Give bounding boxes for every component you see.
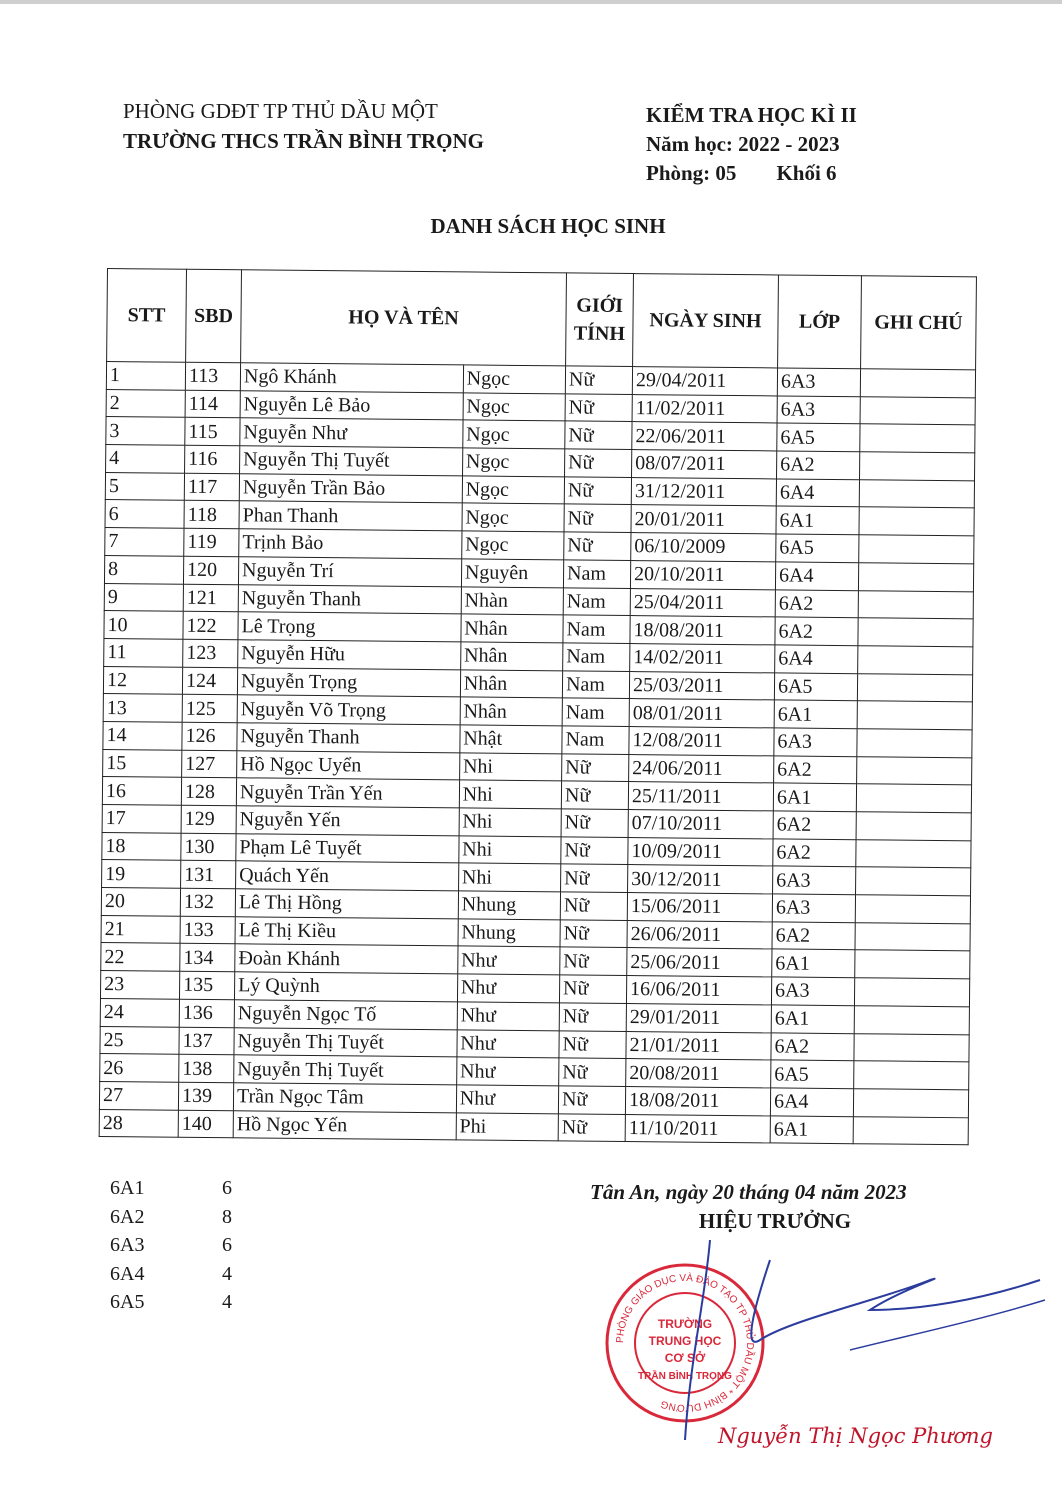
class-count-summary [110, 1174, 232, 1317]
summary-count: 4 [222, 1262, 232, 1285]
cell-surname: Phạm Lê Tuyết [236, 833, 459, 863]
cell-sbd: 128 [181, 778, 236, 806]
cell-sbd: 132 [180, 888, 235, 916]
cell-gender: Nam [563, 587, 630, 615]
cell-notes [860, 452, 975, 481]
cell-stt: 5 [105, 472, 184, 500]
signer-title: HIỆU TRƯỞNG [698, 1209, 852, 1233]
cell-sbd: 115 [185, 418, 240, 446]
document-title: DANH SÁCH HỌC SINH [430, 214, 666, 238]
cell-birth-date: 25/06/2011 [627, 948, 772, 977]
cell-class: 6A5 [777, 423, 860, 451]
cell-surname: Lý Quỳnh [234, 972, 457, 1002]
signature-block [590, 1180, 940, 1234]
cell-notes [853, 1116, 968, 1145]
cell-birth-date: 20/08/2011 [626, 1059, 771, 1088]
cell-sbd: 129 [181, 805, 236, 833]
cell-notes [856, 812, 971, 841]
cell-birth-date: 20/10/2011 [630, 560, 775, 589]
cell-given-name: Nhàn [461, 586, 563, 615]
cell-surname: Nguyễn Hữu [238, 640, 461, 670]
cell-surname: Nguyễn Yến [236, 806, 459, 836]
cell-surname: Hồ Ngọc Yến [233, 1110, 456, 1140]
cell-class: 6A2 [771, 1032, 854, 1060]
issuer-block [123, 96, 484, 156]
table-header-row [107, 269, 977, 370]
place-date: Tân An, ngày 20 tháng 04 năm 2023 [590, 1180, 907, 1204]
cell-notes [860, 424, 975, 453]
cell-sbd: 136 [179, 999, 234, 1027]
cell-class: 6A3 [774, 728, 857, 756]
cell-class: 6A3 [773, 866, 856, 894]
cell-stt: 17 [102, 804, 181, 832]
cell-stt: 20 [101, 888, 180, 916]
cell-stt: 10 [104, 611, 183, 639]
cell-surname: Nguyễn Thanh [237, 723, 460, 753]
cell-class: 6A3 [777, 396, 860, 424]
cell-notes [854, 1006, 969, 1035]
cell-class: 6A2 [774, 756, 857, 784]
cell-gender: Nữ [565, 366, 632, 394]
cell-stt: 14 [103, 721, 182, 749]
cell-gender: Nữ [559, 1058, 626, 1086]
cell-gender: Nữ [561, 837, 628, 865]
cell-stt: 7 [105, 528, 184, 556]
cell-surname: Nguyễn Thị Tuyết [234, 1027, 457, 1057]
cell-class: 6A4 [775, 562, 858, 590]
cell-gender: Nữ [561, 864, 628, 892]
cell-birth-date: 15/06/2011 [627, 893, 772, 922]
cell-gender: Nữ [558, 1113, 625, 1141]
cell-sbd: 127 [182, 750, 237, 778]
cell-given-name: Như [457, 1002, 559, 1031]
cell-class: 6A2 [773, 839, 856, 867]
stamp-line-1: TRƯỜNG [657, 1317, 713, 1331]
cell-given-name: Ngọc [462, 448, 564, 477]
cell-sbd: 130 [181, 833, 236, 861]
cell-notes [854, 1061, 969, 1090]
cell-stt: 6 [105, 500, 184, 528]
cell-surname: Nguyễn Trọng [237, 667, 460, 697]
cell-stt: 24 [100, 998, 179, 1026]
cell-given-name: Nhi [459, 808, 561, 837]
cell-sbd: 133 [180, 916, 235, 944]
cell-surname: Nguyễn Võ Trọng [237, 695, 460, 725]
summary-row [110, 1260, 232, 1289]
cell-gender: Nữ [558, 1086, 625, 1114]
cell-sbd: 124 [182, 667, 237, 695]
cell-given-name: Phi [456, 1112, 558, 1141]
table-body [99, 362, 975, 1146]
cell-notes [857, 701, 972, 730]
cell-notes [859, 535, 974, 564]
cell-stt: 8 [104, 555, 183, 583]
summary-class: 6A1 [110, 1177, 145, 1199]
cell-given-name: Nhân [460, 669, 562, 698]
cell-class: 6A3 [771, 977, 854, 1005]
cell-sbd: 125 [182, 694, 237, 722]
cell-given-name: Nhi [458, 863, 560, 892]
cell-birth-date: 30/12/2011 [628, 865, 773, 894]
cell-notes [855, 895, 970, 924]
col-gender: GIỚI TÍNH [566, 273, 634, 367]
cell-surname: Nguyễn Ngọc Tố [234, 1000, 457, 1030]
cell-gender: Nữ [560, 892, 627, 920]
cell-birth-date: 06/10/2009 [631, 533, 776, 562]
cell-surname: Trịnh Bảo [239, 529, 462, 559]
cell-surname: Nguyễn Thanh [238, 584, 461, 614]
cell-class: 6A1 [772, 949, 855, 977]
cell-gender: Nữ [559, 1003, 626, 1031]
cell-birth-date: 21/01/2011 [626, 1031, 771, 1060]
cell-stt: 23 [100, 971, 179, 999]
summary-class: 6A2 [110, 1205, 145, 1228]
cell-notes [856, 784, 971, 813]
summary-row [110, 1288, 232, 1317]
cell-surname: Ngô Khánh [240, 363, 463, 393]
cell-given-name: Nhung [458, 891, 560, 920]
cell-birth-date: 12/08/2011 [629, 726, 774, 755]
cell-birth-date: 25/11/2011 [628, 782, 773, 811]
cell-sbd: 140 [178, 1110, 233, 1138]
signer-name: Nguyễn Thị Ngọc Phương [718, 1424, 993, 1448]
cell-stt: 28 [99, 1109, 178, 1137]
cell-surname: Trần Ngọc Tâm [233, 1083, 456, 1113]
cell-sbd: 134 [180, 944, 235, 972]
cell-notes [857, 756, 972, 785]
cell-surname: Nguyễn Trí [238, 557, 461, 587]
cell-sbd: 126 [182, 722, 237, 750]
cell-gender: Nữ [560, 947, 627, 975]
cell-gender: Nữ [562, 754, 629, 782]
summary-count: 4 [222, 1291, 232, 1313]
cell-given-name: Ngọc [463, 393, 565, 422]
cell-birth-date: 11/02/2011 [632, 394, 777, 423]
cell-birth-date: 10/09/2011 [628, 837, 773, 866]
school-year: Năm học: 2022 - 2023 [646, 132, 840, 156]
room-grade-line [646, 159, 857, 188]
cell-given-name: Ngọc [462, 503, 564, 532]
cell-class: 6A4 [770, 1088, 853, 1116]
cell-gender: Nam [563, 560, 630, 588]
stamp-line-2: TRUNG HỌC [648, 1334, 722, 1348]
cell-notes [855, 950, 970, 979]
cell-stt: 19 [102, 860, 181, 888]
cell-stt: 9 [104, 583, 183, 611]
cell-class: 6A1 [774, 700, 857, 728]
cell-sbd: 122 [183, 611, 238, 639]
cell-birth-date: 22/06/2011 [632, 422, 777, 451]
cell-surname: Nguyễn Trần Bảo [239, 474, 462, 504]
cell-birth-date: 20/01/2011 [631, 505, 776, 534]
cell-given-name: Nhân [460, 697, 562, 726]
cell-sbd: 138 [179, 1054, 234, 1082]
cell-notes [855, 922, 970, 951]
cell-surname: Lê Trọng [238, 612, 461, 642]
exam-name: KIỂM TRA HỌC KÌ II [646, 103, 857, 127]
cell-gender: Nữ [565, 394, 632, 422]
cell-given-name: Nhân [460, 642, 562, 671]
cell-class: 6A5 [771, 1060, 854, 1088]
cell-surname: Lê Thị Kiều [235, 917, 458, 947]
cell-class: 6A3 [777, 368, 860, 396]
cell-birth-date: 26/06/2011 [627, 920, 772, 949]
cell-surname: Nguyễn Lê Bảo [240, 390, 463, 420]
student-table [99, 268, 977, 1146]
cell-gender: Nữ [564, 504, 631, 532]
cell-given-name: Nhi [459, 780, 561, 809]
cell-stt: 25 [100, 1026, 179, 1054]
cell-birth-date: 29/04/2011 [632, 367, 777, 396]
exam-block [646, 101, 857, 188]
cell-notes [860, 396, 975, 425]
cell-gender: Nam [562, 670, 629, 698]
cell-stt: 4 [106, 445, 185, 473]
summary-row [110, 1231, 232, 1260]
cell-birth-date: 14/02/2011 [630, 643, 775, 672]
col-full-name: HỌ VÀ TÊN [241, 270, 567, 366]
cell-notes [858, 646, 973, 675]
cell-given-name: Ngọc [463, 420, 565, 449]
cell-notes [858, 618, 973, 647]
col-class: LỚP [778, 275, 862, 369]
summary-row [110, 1203, 232, 1232]
stamp-ring-text: PHÒNG GIÁO DỤC VÀ ĐÀO TẠO TP THỦ DẦU MỘT * BÌNH DƯƠNG [614, 1272, 756, 1414]
stamp-line-3: CƠ SỞ [664, 1351, 706, 1365]
cell-given-name: Nhi [459, 836, 561, 865]
cell-class: 6A2 [775, 589, 858, 617]
col-stt: STT [107, 269, 187, 363]
cell-gender: Nữ [564, 477, 631, 505]
cell-surname: Nguyễn Thị Tuyết [240, 446, 463, 476]
cell-stt: 18 [102, 832, 181, 860]
cell-gender: Nữ [560, 920, 627, 948]
col-notes: GHI CHÚ [861, 276, 977, 370]
cell-class: 6A3 [772, 894, 855, 922]
cell-class: 6A1 [776, 506, 859, 534]
cell-surname: Lê Thị Hồng [235, 889, 458, 919]
cell-birth-date: 16/06/2011 [626, 976, 771, 1005]
cell-stt: 3 [106, 417, 185, 445]
cell-class: 6A1 [773, 783, 856, 811]
cell-class: 6A2 [773, 811, 856, 839]
cell-class: 6A2 [775, 617, 858, 645]
cell-given-name: Ngọc [462, 531, 564, 560]
cell-given-name: Như [456, 1057, 558, 1086]
cell-surname: Phan Thanh [239, 501, 462, 531]
summary-class: 6A4 [110, 1262, 145, 1285]
cell-surname: Hồ Ngọc Uyển [237, 750, 460, 780]
cell-sbd: 123 [183, 639, 238, 667]
cell-class: 6A2 [772, 922, 855, 950]
cell-notes [860, 369, 975, 398]
cell-given-name: Nhung [458, 919, 560, 948]
cell-gender: Nữ [559, 1030, 626, 1058]
cell-birth-date: 08/01/2011 [629, 699, 774, 728]
cell-notes [859, 507, 974, 536]
cell-notes [856, 839, 971, 868]
cell-birth-date: 07/10/2011 [628, 810, 773, 839]
cell-sbd: 121 [183, 584, 238, 612]
scan-edge [0, 0, 1062, 4]
cell-given-name: Như [457, 974, 559, 1003]
cell-gender: Nữ [565, 449, 632, 477]
cell-birth-date: 11/10/2011 [625, 1114, 770, 1143]
cell-sbd: 131 [181, 861, 236, 889]
cell-birth-date: 18/08/2011 [625, 1086, 770, 1115]
summary-count: 8 [222, 1205, 232, 1228]
cell-stt: 21 [101, 915, 180, 943]
cell-sbd: 137 [179, 1027, 234, 1055]
cell-gender: Nam [563, 643, 630, 671]
cell-notes [857, 729, 972, 758]
summary-count: 6 [222, 1234, 232, 1256]
cell-notes [853, 1089, 968, 1118]
cell-sbd: 117 [184, 473, 239, 501]
cell-sbd: 113 [185, 362, 240, 390]
cell-notes [854, 1033, 969, 1062]
cell-birth-date: 25/03/2011 [629, 671, 774, 700]
cell-sbd: 118 [184, 501, 239, 529]
school-name: TRƯỜNG THCS TRẦN BÌNH TRỌNG [123, 129, 484, 153]
cell-class: 6A4 [775, 645, 858, 673]
cell-stt: 22 [101, 943, 180, 971]
grade-level: Khối 6 [776, 161, 837, 185]
cell-birth-date: 31/12/2011 [631, 477, 776, 506]
col-birth-date: NGÀY SINH [633, 274, 779, 368]
cell-sbd: 135 [179, 971, 234, 999]
cell-class: 6A2 [777, 451, 860, 479]
cell-notes [854, 978, 969, 1007]
department-name: PHÒNG GDĐT TP THỦ DẦU MỘT [123, 99, 438, 123]
cell-given-name: Như [457, 1029, 559, 1058]
cell-birth-date: 24/06/2011 [629, 754, 774, 783]
cell-surname: Nguyễn Như [240, 418, 463, 448]
cell-birth-date: 18/08/2011 [630, 616, 775, 645]
cell-class: 6A1 [770, 1115, 853, 1143]
cell-sbd: 120 [183, 556, 238, 584]
cell-gender: Nam [563, 615, 630, 643]
cell-sbd: 119 [184, 528, 239, 556]
cell-surname: Đoàn Khánh [235, 944, 458, 974]
cell-stt: 2 [106, 389, 185, 417]
cell-given-name: Nguyên [461, 559, 563, 588]
cell-gender: Nam [562, 726, 629, 754]
cell-class: 6A5 [774, 672, 857, 700]
cell-surname: Nguyễn Trần Yến [236, 778, 459, 808]
cell-class: 6A4 [776, 479, 859, 507]
cell-class: 6A1 [771, 1005, 854, 1033]
cell-given-name: Ngọc [463, 365, 565, 394]
room-number: Phòng: 05 [646, 161, 737, 185]
cell-class: 6A5 [776, 534, 859, 562]
cell-given-name: Nhi [459, 753, 561, 782]
cell-gender: Nữ [561, 809, 628, 837]
cell-gender: Nữ [559, 975, 626, 1003]
summary-row [110, 1174, 232, 1203]
cell-birth-date: 08/07/2011 [632, 450, 777, 479]
cell-stt: 12 [103, 666, 182, 694]
cell-gender: Nữ [565, 421, 632, 449]
cell-given-name: Như [456, 1085, 558, 1114]
cell-stt: 26 [100, 1054, 179, 1082]
cell-notes [858, 563, 973, 592]
cell-gender: Nữ [564, 532, 631, 560]
summary-class: 6A5 [110, 1291, 145, 1313]
cell-given-name: Nhật [460, 725, 562, 754]
cell-stt: 15 [103, 749, 182, 777]
cell-given-name: Ngọc [462, 476, 564, 505]
cell-given-name: Nhân [461, 614, 563, 643]
cell-gender: Nữ [561, 781, 628, 809]
cell-sbd: 139 [178, 1082, 233, 1110]
cell-stt: 11 [104, 638, 183, 666]
summary-count: 6 [222, 1177, 232, 1199]
cell-notes [859, 479, 974, 508]
cell-notes [857, 673, 972, 702]
summary-class: 6A3 [110, 1234, 145, 1256]
cell-birth-date: 25/04/2011 [630, 588, 775, 617]
cell-given-name: Như [458, 946, 560, 975]
stamp-line-4: TRẦN BÌNH TRỌNG [638, 1371, 732, 1382]
cell-stt: 27 [99, 1081, 178, 1109]
cell-sbd: 116 [185, 445, 240, 473]
cell-stt: 1 [106, 362, 185, 390]
cell-birth-date: 29/01/2011 [626, 1003, 771, 1032]
cell-notes [858, 590, 973, 619]
cell-surname: Quách Yến [236, 861, 459, 891]
cell-surname: Nguyễn Thị Tuyết [234, 1055, 457, 1085]
cell-gender: Nam [562, 698, 629, 726]
cell-stt: 16 [102, 777, 181, 805]
cell-stt: 13 [103, 694, 182, 722]
col-sbd: SBD [186, 269, 242, 363]
cell-notes [856, 867, 971, 896]
signature-scribble-icon [650, 1240, 1050, 1440]
cell-sbd: 114 [185, 390, 240, 418]
